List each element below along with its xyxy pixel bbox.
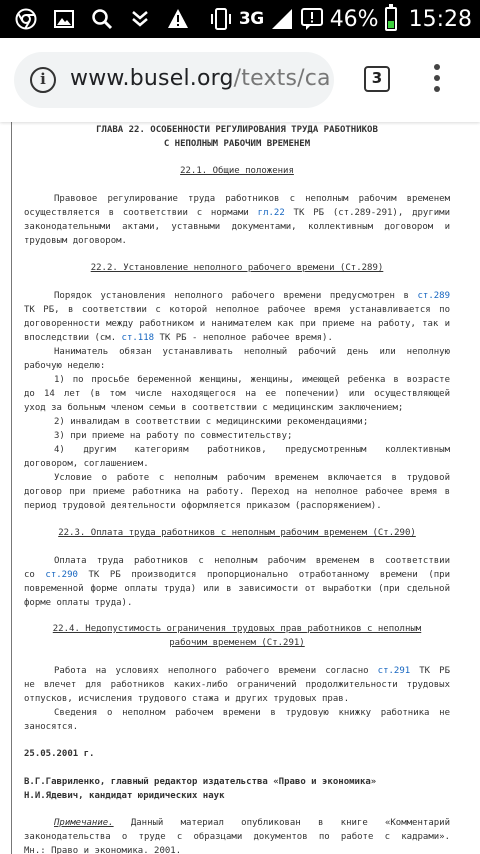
tab-count: 3 <box>371 69 383 87</box>
battery-percent: 46% <box>329 6 379 32</box>
list-item: 3) при приеме на работу по совместительству; <box>54 431 293 441</box>
paragraph-line: период трудовой деятельности оформляется приказом (распоряжением). <box>24 501 382 511</box>
paragraph-line: впоследствии (см. ст.118 ТК РБ - неполное рабочее время). <box>24 333 333 343</box>
chapter-title-line-2: С НЕПОЛНЫМ РАБОЧИМ ВРЕМЕНЕМ <box>163 139 311 149</box>
paragraph-line: не влечет для работников каких-либо ограничений продолжительности трудовых <box>24 680 450 690</box>
list-item: 4) другим категориям работников, предусмотренным коллективным <box>54 445 450 455</box>
paragraph-line: со ст.290 ТК РБ производится пропорционально отработанному времени (при <box>24 570 450 580</box>
vibrate-icon <box>209 7 233 31</box>
image-icon <box>52 7 76 31</box>
paragraph-line: форме оплаты труда). <box>24 598 133 608</box>
author-line: Н.И.Ядевич, кандидат юридических наук <box>24 791 225 801</box>
paragraph-line: Порядок установления неполного рабочего времени предусмотрен в ст.289 <box>54 291 450 301</box>
link-st290[interactable]: ст.290 <box>45 570 78 580</box>
chapter-title-line-1: ГЛАВА 22. ОСОБЕННОСТИ РЕГУЛИРОВАНИЯ ТРУДА РАБОТНИКОВ <box>96 125 378 135</box>
message-icon <box>300 7 324 31</box>
clock: 15:28 <box>408 6 472 32</box>
browser-toolbar <box>0 38 480 122</box>
info-icon[interactable]: i <box>30 67 56 93</box>
warning-icon <box>166 7 190 31</box>
link-st291[interactable]: ст.291 <box>377 666 411 676</box>
section-heading-1: 22.1. Общие положения <box>180 166 294 176</box>
link-st118[interactable]: ст.118 <box>121 333 155 343</box>
paragraph-line: рабочую неделю: <box>24 361 106 371</box>
link-gl22[interactable]: гл.22 <box>257 208 285 218</box>
more-menu-icon[interactable] <box>430 64 444 98</box>
tab-switcher-button[interactable] <box>364 66 390 92</box>
section-heading-4-cont: рабочим временем (Ст.291) <box>169 638 305 648</box>
list-item: договором, соглашением. <box>24 459 149 469</box>
network-type: 3G <box>238 9 264 29</box>
paragraph-line: отпусков, исчисления трудового стажа и других трудовых прав. <box>24 694 350 704</box>
list-item: уход за больным членом семьи в соответствии с медицинским заключением; <box>24 403 404 413</box>
note-line: Мн.: Право и экономика. 2001. <box>24 846 182 854</box>
paragraph-line: Работа на условиях неполного рабочего времени согласно ст.291 ТК РБ <box>54 666 450 676</box>
paragraph-line: Правовое регулирование труда работников с неполным рабочим временем <box>54 194 450 204</box>
margin-line <box>11 122 12 854</box>
battery-level <box>388 21 394 28</box>
paragraph-line: договор при приеме работника на работу. Переход на неполное рабочее время в <box>24 487 450 497</box>
list-item: 1) по просьбе беременной женщины, женщины, имеющей ребенка в возрасте <box>54 375 450 385</box>
list-item: до 14 лет (в том числе находящегося на ее попечении) или осуществляющей <box>24 389 450 399</box>
paragraph-line: договоренности между работником и нанимателем как при приеме на работу, так и <box>24 319 450 329</box>
note-line: законодательства о труде с образцами документов по работе с кадрами». <box>24 832 450 842</box>
url-text[interactable] <box>70 66 331 91</box>
download-icon <box>128 7 152 31</box>
paragraph-line: Наниматель обязан устанавливать неполный рабочий день или неполную <box>54 347 450 357</box>
list-item: 2) инвалидам в соответствии с медицинскими рекомендациями; <box>54 417 369 427</box>
status-bar <box>0 0 480 38</box>
paragraph-line: Условие о работе с неполным рабочим временем включается в трудовой <box>54 473 450 483</box>
chrome-icon <box>14 7 38 31</box>
document-content <box>0 122 480 854</box>
notification-icons <box>14 7 190 31</box>
paragraph-line: законодательными актами, уставными документами, коллективным договором и <box>24 222 450 232</box>
section-heading-3: 22.3. Оплата труда работников с неполным рабочим временем (Ст.290) <box>58 528 416 538</box>
paragraph-line: трудовым договором. <box>24 236 127 246</box>
search-icon <box>90 7 114 31</box>
system-icons <box>209 4 472 34</box>
paragraph-line: ТК РБ, в соответствии с которой неполное рабочее время устанавливается по <box>24 305 450 315</box>
note-label: Примечание. <box>54 818 114 828</box>
note-line: Примечание. Данный материал опубликован в книге «Комментарий <box>54 818 450 828</box>
battery-icon <box>385 7 397 31</box>
url-path: /texts/ca <box>233 66 331 91</box>
paragraph-line: осуществляется в соответствии с нормами гл.22 ТК РБ (ст.289-291), другими <box>24 208 450 218</box>
paragraph-line: Сведения о неполном рабочем времени в трудовую книжку работника не <box>54 708 450 718</box>
document-date: 25.05.2001 г. <box>24 749 95 759</box>
section-heading-4: 22.4. Недопустимость ограничения трудовых прав работников с неполным <box>52 624 422 634</box>
paragraph-line: Оплата труда работников с неполным рабочим временем в соответствии <box>54 556 450 566</box>
paragraph-line: повременной форме оплаты труда) или в зависимости от выработки (при сдельной <box>24 584 450 594</box>
address-bar[interactable] <box>14 52 334 108</box>
link-st289[interactable]: ст.289 <box>417 291 450 301</box>
signal-icon <box>270 7 294 31</box>
author-line: В.Г.Гавриленко, главный редактор издательства «Право и экономика» <box>24 777 377 787</box>
paragraph-line: заносятся. <box>24 722 79 732</box>
url-host: www.busel.org <box>70 66 234 91</box>
section-heading-2: 22.2. Установление неполного рабочего времени (Ст.289) <box>90 263 384 273</box>
